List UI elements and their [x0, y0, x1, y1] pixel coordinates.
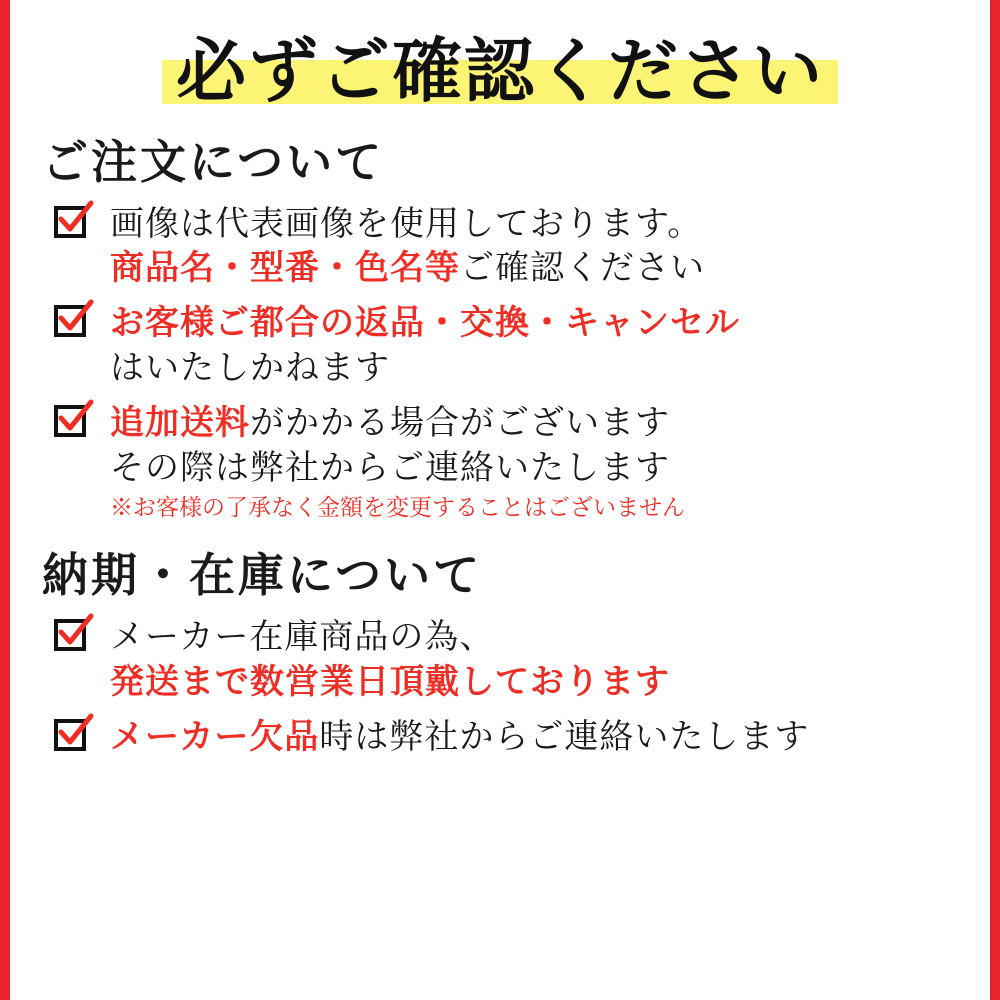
notice-content — [10, 0, 990, 1000]
item-line — [110, 715, 990, 760]
section-heading-delivery: 納期・在庫について — [42, 548, 483, 603]
checkbox-checked-icon — [54, 305, 92, 343]
item-line — [110, 401, 990, 446]
item-note: ※お客様の了承なく金額を変更することはございません — [110, 494, 685, 521]
checkbox-checked-icon — [54, 719, 92, 757]
list-item — [54, 301, 990, 391]
checkbox-checked-icon — [54, 206, 92, 244]
item-line — [110, 246, 990, 291]
list-item — [54, 401, 990, 523]
item-line-red: メーカー欠品 — [110, 716, 320, 757]
item-line: その際は弊社からご連絡いたします — [110, 447, 670, 488]
item-line-red: 追加送料 — [110, 403, 250, 443]
item-line: メーカー在庫商品の為、 — [110, 617, 495, 658]
right-red-bar — [990, 0, 1000, 1000]
item-line: はいたしかねます — [110, 348, 390, 389]
item-line-black: 時は弊社からご連絡いたします — [319, 716, 810, 757]
page-title-wrap — [10, 0, 990, 112]
list-item — [54, 615, 990, 705]
item-line-black: がかかる場合がございます — [250, 403, 670, 443]
list-item — [54, 202, 990, 292]
checkbox-checked-icon — [54, 619, 92, 657]
item-line: 画像は代表画像を使用しております。 — [110, 203, 703, 244]
item-line: 発送まで数営業日頂戴しております — [110, 661, 670, 702]
section-heading-orders: ご注文について — [42, 134, 385, 189]
page-title — [162, 29, 838, 112]
page-title-text: 必ずご確認ください — [176, 29, 824, 112]
checkbox-checked-icon — [54, 405, 92, 443]
item-line-black: ご確認ください — [460, 248, 705, 289]
item-line-red: 商品名・型番・色名等 — [110, 248, 460, 289]
item-line: お客様ご都合の返品・交換・キャンセル — [110, 303, 740, 344]
left-red-bar — [0, 0, 10, 1000]
list-item — [54, 715, 990, 760]
